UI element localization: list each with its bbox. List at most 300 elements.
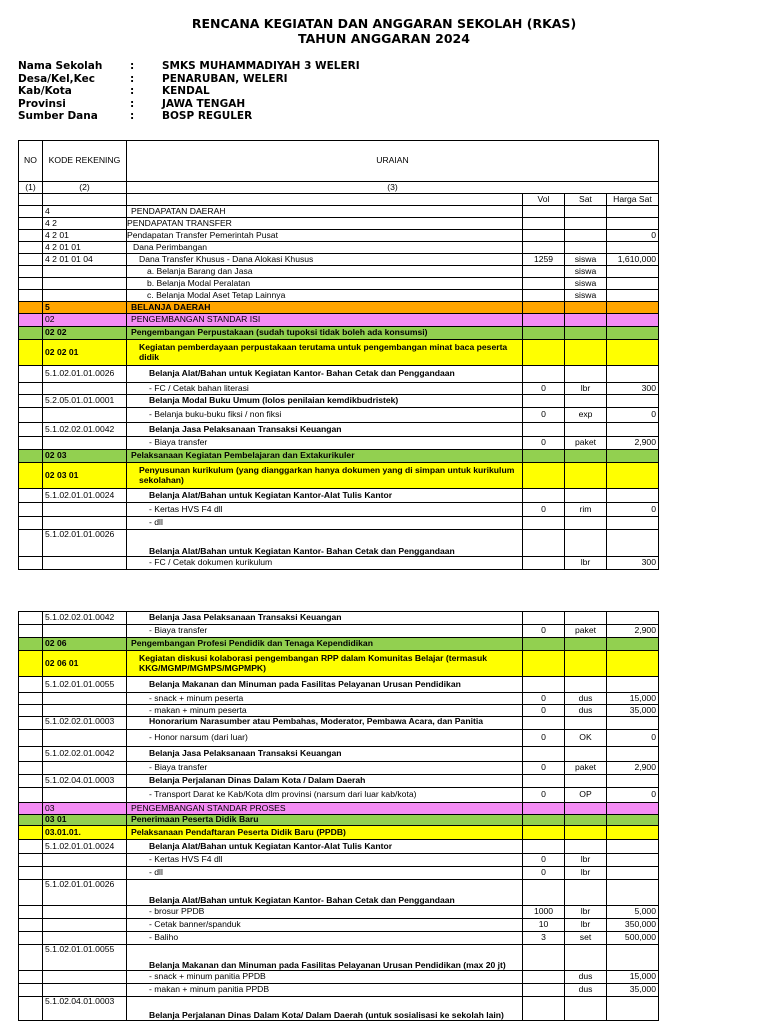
cell-vol (523, 997, 565, 1021)
cell-no (19, 340, 43, 366)
cell-harga: 5,000 (607, 906, 659, 919)
table-row (19, 997, 659, 1021)
cell-uraian: Pengembangan Perpustakaan (sudah tupoksi tidak boleh ada konsumsi) (127, 327, 523, 340)
cell-vol: 0 (523, 625, 565, 638)
cell-no (19, 327, 43, 340)
cell-vol: 1000 (523, 906, 565, 919)
cell-sat (565, 612, 607, 625)
cell-harga (607, 803, 659, 815)
cell-sat: paket (565, 437, 607, 450)
cell-vol (523, 517, 565, 530)
col-header-no: NO (19, 141, 43, 182)
cell-vol (523, 266, 565, 278)
cell-sat (565, 775, 607, 788)
cell-sat (565, 651, 607, 677)
cell-kode (43, 971, 127, 984)
info-row-sumber-dana: Sumber Dana : BOSP REGULER (18, 110, 253, 122)
cell-harga (607, 826, 659, 840)
cell-kode (43, 290, 127, 302)
cell-kode: 4 (43, 206, 127, 218)
cell-kode (43, 854, 127, 867)
cell-uraian: Belanja Alat/Bahan untuk Kegiatan Kantor- Bahan Cetak dan Penggandaan (127, 366, 523, 383)
table-row (19, 450, 659, 463)
cell-vol: 0 (523, 437, 565, 450)
cell-sat: OK (565, 730, 607, 747)
cell-no (19, 803, 43, 815)
cell-harga: 0 (607, 788, 659, 803)
table-row (19, 278, 659, 290)
table-row (19, 945, 659, 971)
rkas-table-part-1 (18, 140, 659, 570)
table-row (19, 408, 659, 423)
cell-vol (523, 423, 565, 437)
cell-kode: 02 06 (43, 638, 127, 651)
cell-kode (43, 984, 127, 997)
table-row (19, 437, 659, 450)
cell-harga: 1,610,000 (607, 254, 659, 266)
cell-vol: 0 (523, 503, 565, 517)
cell-no (19, 984, 43, 997)
cell-vol (523, 747, 565, 762)
cell-harga: 35,000 (607, 984, 659, 997)
cell-kode: 5.1.02.01.01.0026 (43, 530, 127, 557)
cell-uraian: - Biaya transfer (127, 762, 523, 775)
cell-uraian: Belanja Alat/Bahan untuk Kegiatan Kantor-Alat Tulis Kantor (127, 489, 523, 503)
cell-sat: lbr (565, 557, 607, 570)
cell-sat (565, 463, 607, 489)
cell-vol (523, 366, 565, 383)
cell-kode: 4 2 01 01 04 (43, 254, 127, 266)
table-row (19, 932, 659, 945)
table-row (19, 314, 659, 327)
cell-no (19, 840, 43, 854)
info-row-desa: Desa/Kel,Kec : PENARUBAN, WELERI (18, 72, 288, 85)
cell-harga (607, 747, 659, 762)
cell-no (19, 218, 43, 230)
cell-vol: 0 (523, 730, 565, 747)
cell-kode: 02 02 01 (43, 340, 127, 366)
table-row (19, 366, 659, 383)
table-header-row (19, 141, 659, 182)
cell-harga (607, 997, 659, 1021)
table-row (19, 651, 659, 677)
school-info (18, 60, 360, 123)
cell-no (19, 314, 43, 327)
table-row (19, 788, 659, 803)
table-row (19, 705, 659, 717)
cell-kode (43, 503, 127, 517)
cell-uraian: - Honor narsum (dari luar) (127, 730, 523, 747)
cell-harga (607, 290, 659, 302)
table-number-row (19, 182, 659, 194)
cell-harga: 0 (607, 503, 659, 517)
cell-kode: 03 (43, 803, 127, 815)
cell-kode (43, 867, 127, 880)
cell-no (19, 302, 43, 314)
info-row-provinsi: Provinsi : JAWA TENGAH (18, 97, 246, 110)
cell-vol: 3 (523, 932, 565, 945)
cell-vol (523, 530, 565, 557)
cell-uraian: Pelaksanaan Kegiatan Pembelajaran dan Extakurikuler (127, 450, 523, 463)
cell-harga (607, 880, 659, 906)
cell-no (19, 290, 43, 302)
cell-sat (565, 997, 607, 1021)
cell-no (19, 230, 43, 242)
cell-kode: 5.1.02.01.01.0026 (43, 880, 127, 906)
cell-no (19, 775, 43, 788)
cell-no (19, 788, 43, 803)
cell-sat (565, 489, 607, 503)
cell-uraian: - Kertas HVS F4 dll (127, 854, 523, 867)
cell-kode: 4 2 01 (43, 230, 127, 242)
table-row (19, 677, 659, 693)
cell-harga: 0 (607, 230, 659, 242)
cell-no (19, 854, 43, 867)
cell-no (19, 266, 43, 278)
table-row (19, 530, 659, 557)
cell-sat: lbr (565, 919, 607, 932)
cell-harga: 15,000 (607, 693, 659, 705)
cell-harga (607, 266, 659, 278)
cell-kode: 02 02 (43, 327, 127, 340)
cell-kode: 4 2 01 01 (43, 242, 127, 254)
table-row (19, 815, 659, 826)
cell-vol (523, 840, 565, 854)
cell-uraian: - Kertas HVS F4 dll (127, 503, 523, 517)
cell-harga (607, 395, 659, 408)
cell-uraian: Belanja Makanan dan Minuman pada Fasilitas Pelayanan Urusan Pendidikan (max 20 jt) (127, 945, 523, 971)
cell-uraian: Kegiatan diskusi kolaborasi pengembangan RPP dalam Komunitas Belajar (termasuk KKG/MGMP/MGMPS/MGPMPK) (127, 651, 523, 677)
info-row-kab: Kab/Kota : KENDAL (18, 85, 210, 97)
cell-sat: OP (565, 788, 607, 803)
cell-uraian: - dll (127, 517, 523, 530)
cell-harga (607, 218, 659, 230)
cell-vol: 0 (523, 788, 565, 803)
cell-kode: 5.1.02.01.01.0026 (43, 366, 127, 383)
cell-no (19, 932, 43, 945)
cell-sat: dus (565, 693, 607, 705)
cell-uraian: - snack + minum peserta (127, 693, 523, 705)
cell-sat (565, 880, 607, 906)
table-row (19, 254, 659, 266)
table-row (19, 826, 659, 840)
cell-kode (43, 693, 127, 705)
cell-sat: dus (565, 971, 607, 984)
cell-kode: 4 2 (43, 218, 127, 230)
cell-no (19, 463, 43, 489)
col-header-harga: Harga Sat (607, 194, 659, 206)
cell-kode (43, 278, 127, 290)
cell-harga: 0 (607, 408, 659, 423)
cell-no (19, 625, 43, 638)
cell-harga (607, 945, 659, 971)
cell-no (19, 638, 43, 651)
cell-harga (607, 327, 659, 340)
empty-cell (43, 194, 127, 206)
cell-vol: 0 (523, 762, 565, 775)
cell-kode: 02 03 01 (43, 463, 127, 489)
cell-sat (565, 945, 607, 971)
cell-sat (565, 803, 607, 815)
cell-no (19, 517, 43, 530)
cell-sat (565, 218, 607, 230)
cell-no (19, 530, 43, 557)
cell-no (19, 730, 43, 747)
cell-no (19, 705, 43, 717)
cell-kode: 5.1.02.04.01.0003 (43, 997, 127, 1021)
cell-kode (43, 906, 127, 919)
col-header-uraian: URAIAN (127, 141, 659, 182)
cell-sat: rim (565, 503, 607, 517)
cell-harga: 2,900 (607, 762, 659, 775)
cell-vol (523, 638, 565, 651)
cell-harga (607, 867, 659, 880)
cell-vol (523, 945, 565, 971)
cell-harga: 2,900 (607, 437, 659, 450)
document-title: RENCANA KEGIATAN DAN ANGGARAN SEKOLAH (RKAS) (191, 16, 577, 31)
cell-sat (565, 517, 607, 530)
cell-vol (523, 971, 565, 984)
rkas-table-part-2 (18, 611, 659, 1021)
table-row (19, 867, 659, 880)
table-row (19, 340, 659, 366)
cell-uraian: BELANJA DAERAH (127, 302, 523, 314)
cell-uraian: - Belanja buku-buku fiksi / non fiksi (127, 408, 523, 423)
cell-sat (565, 423, 607, 437)
cell-uraian: - brosur PPDB (127, 906, 523, 919)
cell-uraian: - Transport Darat ke Kab/Kota dlm provinsi (narsum dari luar kab/kota) (127, 788, 523, 803)
cell-vol (523, 278, 565, 290)
cell-no (19, 906, 43, 919)
cell-sat: dus (565, 984, 607, 997)
col-number-3: (3) (127, 182, 659, 194)
cell-sat: siswa (565, 278, 607, 290)
cell-kode (43, 705, 127, 717)
cell-uraian: - makan + minum panitia PPDB (127, 984, 523, 997)
table-row (19, 762, 659, 775)
cell-sat (565, 314, 607, 327)
cell-vol (523, 242, 565, 254)
cell-uraian: - Biaya transfer (127, 437, 523, 450)
table-row (19, 803, 659, 815)
cell-no (19, 423, 43, 437)
cell-kode: 03.01.01. (43, 826, 127, 840)
cell-no (19, 395, 43, 408)
cell-sat: lbr (565, 906, 607, 919)
cell-uraian: - FC / Cetak dokumen kurikulum (127, 557, 523, 570)
cell-harga: 500,000 (607, 932, 659, 945)
cell-no (19, 450, 43, 463)
table-row (19, 775, 659, 788)
cell-kode: 5.1.02.01.01.0055 (43, 677, 127, 693)
cell-vol (523, 314, 565, 327)
cell-sat: lbr (565, 867, 607, 880)
cell-no (19, 762, 43, 775)
cell-uraian: Belanja Perjalanan Dinas Dalam Kota/ Dalam Daerah (untuk sosialisasi ke sekolah lain) (127, 997, 523, 1021)
cell-no (19, 693, 43, 705)
cell-kode: 5.1.02.02.01.0042 (43, 423, 127, 437)
table-row (19, 984, 659, 997)
cell-harga (607, 612, 659, 625)
cell-uraian: - Baliho (127, 932, 523, 945)
table-row (19, 463, 659, 489)
cell-vol (523, 826, 565, 840)
cell-kode: 02 06 01 (43, 651, 127, 677)
cell-harga (607, 677, 659, 693)
table-row (19, 840, 659, 854)
cell-sat: set (565, 932, 607, 945)
col-header-kode: KODE REKENING (43, 141, 127, 182)
cell-sat: paket (565, 625, 607, 638)
empty-cell (19, 194, 43, 206)
table-row (19, 854, 659, 867)
cell-vol (523, 450, 565, 463)
cell-harga (607, 366, 659, 383)
cell-sat (565, 302, 607, 314)
cell-sat: siswa (565, 254, 607, 266)
cell-kode (43, 625, 127, 638)
cell-no (19, 826, 43, 840)
cell-no (19, 437, 43, 450)
cell-vol (523, 717, 565, 730)
cell-vol (523, 206, 565, 218)
cell-vol: 10 (523, 919, 565, 932)
cell-harga (607, 651, 659, 677)
cell-kode: 02 03 (43, 450, 127, 463)
table-row (19, 230, 659, 242)
table-row (19, 395, 659, 408)
cell-no (19, 747, 43, 762)
cell-sat: lbr (565, 854, 607, 867)
cell-no (19, 651, 43, 677)
cell-vol (523, 651, 565, 677)
cell-no (19, 717, 43, 730)
cell-uraian: Belanja Modal Buku Umum (lolos penilaian kemdikbudristek) (127, 395, 523, 408)
table-row (19, 906, 659, 919)
table-row (19, 218, 659, 230)
cell-vol (523, 340, 565, 366)
table-row (19, 266, 659, 278)
cell-harga (607, 854, 659, 867)
col-header-sat: Sat (565, 194, 607, 206)
cell-kode: 02 (43, 314, 127, 327)
cell-sat (565, 366, 607, 383)
cell-uraian: PENDAPATAN TRANSFER (127, 218, 523, 230)
col-number-1: (1) (19, 182, 43, 194)
cell-vol (523, 489, 565, 503)
cell-uraian: - makan + minum peserta (127, 705, 523, 717)
cell-sat (565, 747, 607, 762)
cell-vol (523, 984, 565, 997)
cell-kode (43, 383, 127, 395)
cell-uraian: Belanja Perjalanan Dinas Dalam Kota / Dalam Daerah (127, 775, 523, 788)
cell-no (19, 242, 43, 254)
cell-vol (523, 677, 565, 693)
cell-kode (43, 408, 127, 423)
cell-kode (43, 788, 127, 803)
cell-no (19, 880, 43, 906)
cell-harga (607, 717, 659, 730)
cell-sat (565, 340, 607, 366)
cell-no (19, 815, 43, 826)
cell-kode: 5 (43, 302, 127, 314)
table-row (19, 880, 659, 906)
cell-no (19, 383, 43, 395)
cell-vol (523, 290, 565, 302)
table-row (19, 730, 659, 747)
cell-uraian: Belanja Alat/Bahan untuk Kegiatan Kantor-Alat Tulis Kantor (127, 840, 523, 854)
cell-sat: siswa (565, 266, 607, 278)
cell-uraian: a. Belanja Barang dan Jasa (127, 266, 523, 278)
cell-vol: 0 (523, 705, 565, 717)
cell-harga: 350,000 (607, 919, 659, 932)
cell-no (19, 677, 43, 693)
cell-kode (43, 919, 127, 932)
cell-sat (565, 815, 607, 826)
cell-vol (523, 803, 565, 815)
cell-vol (523, 463, 565, 489)
table-row (19, 971, 659, 984)
cell-uraian: Penyusunan kurikulum (yang dianggarkan hanya dokumen yang di simpan untuk kurikulum sekolahan) (127, 463, 523, 489)
info-row-nama-sekolah: Nama Sekolah : SMKS MUHAMMADIYAH 3 WELERI (18, 60, 360, 72)
cell-kode: 03 01 (43, 815, 127, 826)
cell-harga (607, 450, 659, 463)
cell-harga (607, 517, 659, 530)
table-row (19, 625, 659, 638)
cell-sat (565, 840, 607, 854)
cell-no (19, 867, 43, 880)
table-row (19, 693, 659, 705)
cell-harga (607, 242, 659, 254)
cell-sat: siswa (565, 290, 607, 302)
cell-vol (523, 557, 565, 570)
cell-kode: 5.1.02.01.01.0024 (43, 840, 127, 854)
cell-vol (523, 880, 565, 906)
table-row (19, 517, 659, 530)
cell-no (19, 278, 43, 290)
cell-vol (523, 612, 565, 625)
cell-kode (43, 932, 127, 945)
col-number-2: (2) (43, 182, 127, 194)
cell-uraian: Dana Transfer Khusus - Dana Alokasi Khusus (127, 254, 523, 266)
cell-uraian: Dana Perimbangan (127, 242, 523, 254)
cell-kode (43, 517, 127, 530)
cell-kode: 5.1.02.02.01.0042 (43, 747, 127, 762)
cell-uraian: PENGEMBANGAN STANDAR PROSES (127, 803, 523, 815)
table-row (19, 919, 659, 932)
cell-harga (607, 815, 659, 826)
cell-sat: exp (565, 408, 607, 423)
cell-uraian: Kegiatan pemberdayaan perpustakaan terutama untuk pengembangan minat baca peserta didik (127, 340, 523, 366)
cell-harga (607, 489, 659, 503)
cell-no (19, 919, 43, 932)
cell-vol: 1259 (523, 254, 565, 266)
cell-uraian: - FC / Cetak bahan literasi (127, 383, 523, 395)
cell-uraian: PENDAPATAN DAERAH (127, 206, 523, 218)
cell-sat (565, 206, 607, 218)
document-subtitle: TAHUN ANGGARAN 2024 (298, 31, 470, 46)
cell-uraian: Belanja Jasa Pelaksanaan Transaksi Keuangan (127, 612, 523, 625)
cell-sat: dus (565, 705, 607, 717)
table-row (19, 717, 659, 730)
cell-uraian: Belanja Jasa Pelaksanaan Transaksi Keuangan (127, 747, 523, 762)
cell-harga (607, 206, 659, 218)
cell-uraian: PENGEMBANGAN STANDAR ISI (127, 314, 523, 327)
table-subheader-row (19, 194, 659, 206)
cell-vol: 0 (523, 854, 565, 867)
table-row (19, 612, 659, 625)
cell-uraian: Belanja Jasa Pelaksanaan Transaksi Keuangan (127, 423, 523, 437)
